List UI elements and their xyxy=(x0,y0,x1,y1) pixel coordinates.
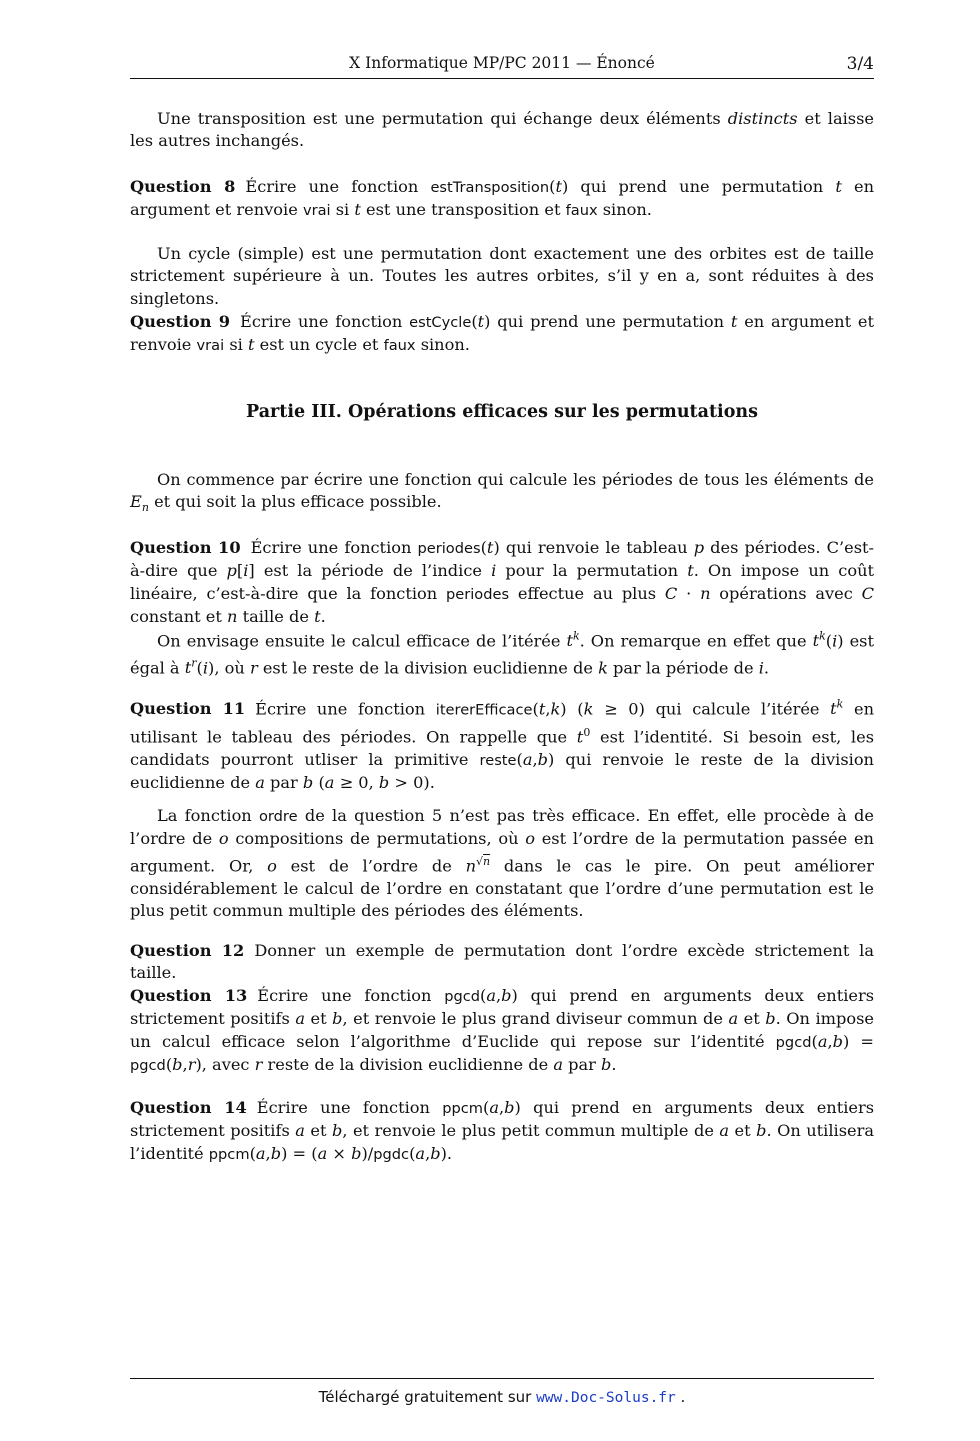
page-header xyxy=(130,54,874,79)
function-name: periodes xyxy=(417,540,481,557)
question-12-label: Question 12 xyxy=(130,941,245,960)
function-name: pgdc xyxy=(373,1145,410,1163)
function-name: estTransposition xyxy=(430,179,550,196)
function-name: estCycle xyxy=(409,314,472,331)
question-11-label: Question 11 xyxy=(130,699,246,719)
footer-suffix: . xyxy=(675,1388,686,1406)
question-10: Question 10 Écrire une fonction periodes(t) qui renvoie le tableau p des périodes. C’est-à-dire que p[i] est la période de l’indice i pour la permutation t. On impose un coût linéaire, c’est-à-dire que la fonction periodes effectue au plus C · n opérations avec C constant et n taille de t. xyxy=(130,538,875,627)
page-number: 3/4 xyxy=(846,54,874,74)
question-9-label: Question 9 xyxy=(130,312,231,331)
paragraph-cycle-definition: Un cycle (simple) est une permutation dont exactement une des orbites est de taille strictement supérieure à un. Toutes les autres orbites, s’il y en a, sont réduites à des singletons. xyxy=(130,244,874,308)
function-name: itererEfficace xyxy=(435,701,533,719)
question-10-label: Question 10 xyxy=(130,538,241,557)
page-footer xyxy=(130,1388,874,1406)
paragraph-order-discussion: La fonction ordre de la question 5 n’est pas très efficace. En effet, elle procède à de l’ordre de o compositions de permutations, où o est l’ordre de la permutation passée en argument. Or, o est de l’ordre de $n^{√n}$ dans le cas le pire. On peut améliorer considérablement le calcul de l’ordre en constatant que l’ordre d’une permutation est le plus petit commun multiple des périodes des éléments. xyxy=(130,806,875,921)
function-name: reste xyxy=(479,751,517,769)
question-13: Question 13 Écrire une fonction pgcd(a,b) qui prend en arguments deux entiers strictement positifs a et b, et renvoie le plus grand diviseur commun de a et b. On impose un calcul efficace selon l’algorithme d’Euclide qui repose sur l’identité pgcd(a,b) = pgcd(b,r), avec r reste de la division euclidienne de a par b. xyxy=(130,986,875,1075)
function-name: ppcm xyxy=(442,1100,483,1117)
paragraph-iterate-intro: On envisage ensuite le calcul efficace de l’itérée $t^k$. On remarque en effet que $t^k(i)$ est égal à $t^r(i)$, où r est le reste de la division euclidienne de k par la période de i. xyxy=(130,630,874,678)
keyword-faux: faux xyxy=(383,337,416,355)
question-9: Question 9 Écrire une fonction estCycle(t) qui prend une permutation t en argument et renvoie vrai si t est un cycle et faux sinon. xyxy=(130,312,874,355)
question-8: Question 8 Écrire une fonction estTransposition(t) qui prend une permutation t en argument et renvoie vrai si t est une transposition et faux sinon. xyxy=(130,177,874,220)
question-14-label: Question 14 xyxy=(130,1098,247,1117)
question-14: Question 14 Écrire une fonction ppcm(a,b) qui prend en arguments deux entiers strictement positifs a et b, et renvoie le plus petit commun multiple de a et b. On utilisera l’identité ppcm(a,b) = (a × b)/pgdc(a,b). xyxy=(130,1098,875,1163)
question-13-label: Question 13 xyxy=(130,986,248,1005)
function-name: ppcm xyxy=(208,1145,250,1163)
question-12: Question 12 Donner un exemple de permutation dont l’ordre excède strictement la taille. xyxy=(130,941,874,983)
footer-text: Téléchargé gratuitement sur xyxy=(318,1388,537,1406)
function-name: pgcd xyxy=(444,988,481,1005)
function-name: pgcd xyxy=(130,1057,166,1075)
footer-divider xyxy=(130,1378,874,1379)
question-8-label: Question 8 xyxy=(130,177,236,196)
keyword-faux: faux xyxy=(565,202,598,220)
paragraph-periods-intro: On commence par écrire une fonction qui calcule les périodes de tous les éléments de $E_n$ et qui soit la plus efficace possible. xyxy=(130,470,874,515)
keyword-vrai: vrai xyxy=(302,202,331,220)
section-title: Partie III. Opérations efficaces sur les permutations xyxy=(246,402,758,422)
footer-link[interactable]: www.Doc-Solus.fr xyxy=(536,1390,676,1406)
keyword-vrai: vrai xyxy=(196,337,225,355)
function-name: periodes xyxy=(446,585,510,603)
paragraph-transposition-definition: Une transposition est une permutation qui échange deux éléments distincts et laisse les autres inchangés. xyxy=(130,109,874,151)
header-title: X Informatique MP/PC 2011 — Énoncé xyxy=(349,54,655,72)
question-11: Question 11 Écrire une fonction itererEfficace(t,k) (k ≥ 0) qui calcule l’itérée $t^k$ en utilisant le tableau des périodes. On rappelle que $t^0$ est l’identité. Si besoin est, les candidats pourront utliser la primitive reste(a,b) qui renvoie le reste de la division euclidienne de a par b (a ≥ 0, b > 0). xyxy=(130,698,874,792)
function-name: pgcd xyxy=(775,1033,812,1051)
function-name: ordre xyxy=(259,808,298,825)
